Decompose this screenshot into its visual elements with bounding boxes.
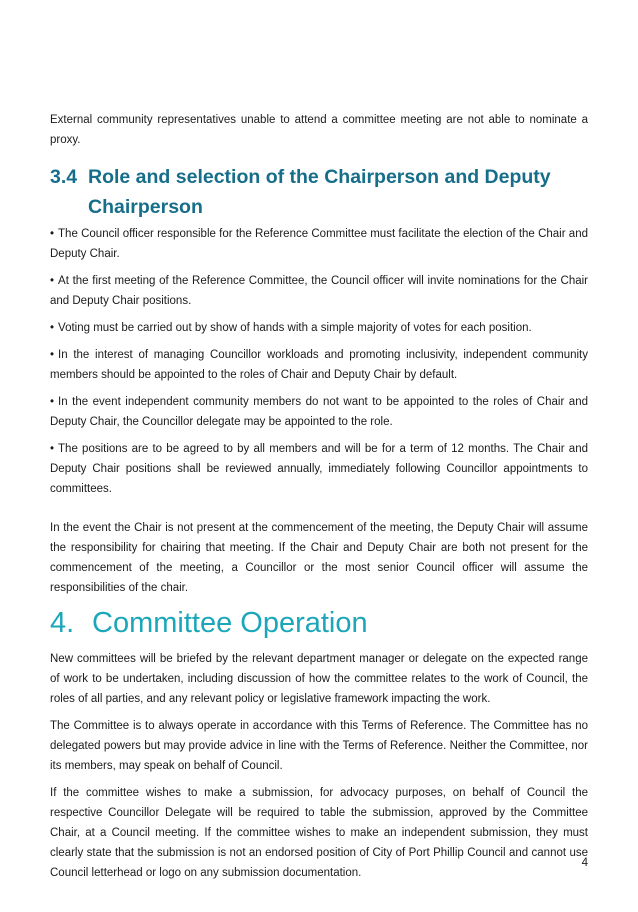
section-heading-4 [50, 605, 588, 641]
bullet-marker: • [50, 443, 55, 455]
body-paragraph: The Committee is to always operate in accordance with this Terms of Reference. The Committee has no delegated powers but may provide advice in line with the Terms of Reference. Neither the Committee, nor its members, may speak on behalf of Council. [50, 720, 588, 772]
section-3-4-title: Role and selection of the Chairperson and Deputy Chairperson [88, 166, 551, 218]
section-heading-3-4 [50, 162, 588, 222]
bullet-marker: • [50, 322, 55, 334]
bullet-item [50, 392, 588, 432]
body-paragraph: New committees will be briefed by the relevant department manager or delegate on the expected range of work to be undertaken, including discussion of how the committee relates to the work of Council, the roles of all parties, and any relevant policy or legislative framework impacting the work. [50, 653, 588, 705]
intro-paragraph: External community representatives unable to attend a committee meeting are not able to nominate a proxy. [50, 114, 588, 146]
bullet-text: Voting must be carried out by show of hands with a simple majority of votes for each position. [58, 322, 532, 334]
bullet-item [50, 271, 588, 311]
bullet-text: In the event independent community members do not want to be appointed to the roles of Chair and Deputy Chair, the Councillor delegate may be appointed to the role. [50, 396, 588, 428]
bullet-marker: • [50, 228, 55, 240]
bullet-text: At the first meeting of the Reference Committee, the Council officer will invite nominations for the Chair and Deputy Chair positions. [50, 275, 588, 307]
bullet-item [50, 318, 588, 338]
bullet-item [50, 439, 588, 499]
bullet-item [50, 224, 588, 264]
bullet-marker: • [50, 396, 55, 408]
bullet-marker: • [50, 349, 55, 361]
bullet-text: In the interest of managing Councillor workloads and promoting inclusivity, independent community members should be appointed to the roles of Chair and Deputy Chair by default. [50, 349, 588, 381]
body-paragraph: If the committee wishes to make a submission, for advocacy purposes, on behalf of Council the respective Councillor Delegate will be required to table the submission, approved by the Committee Chair, at a Council meeting. If the committee wishes to make an independent submission, they must clearly state that the submission is not an endorsed position of City of Port Phillip Council and cannot use Council letterhead or logo on any submission documentation. [50, 787, 588, 879]
section-3-4-number: 3.4 [50, 166, 78, 188]
page-number: 4 [581, 857, 588, 869]
bullet-marker: • [50, 275, 55, 287]
bullet-text: The positions are to be agreed to by all members and will be for a term of 12 months. The Chair and Deputy Chair positions shall be reviewed annually, immediately following Councillor appointments to committees. [50, 443, 588, 495]
section-4-number: 4. [50, 607, 75, 639]
section-3-4-closing-paragraph: In the event the Chair is not present at the commencement of the meeting, the Deputy Chair will assume the responsibility for chairing that meeting. If the Chair and Deputy Chair are both not present for the commencement of the meeting, a Councillor or the most senior Council officer will assume the responsibilities of the chair. [50, 522, 588, 594]
section-4-title: Committee Operation [92, 607, 368, 639]
bullet-item [50, 345, 588, 385]
bullet-text: The Council officer responsible for the Reference Committee must facilitate the election of the Chair and Deputy Chair. [50, 228, 588, 260]
